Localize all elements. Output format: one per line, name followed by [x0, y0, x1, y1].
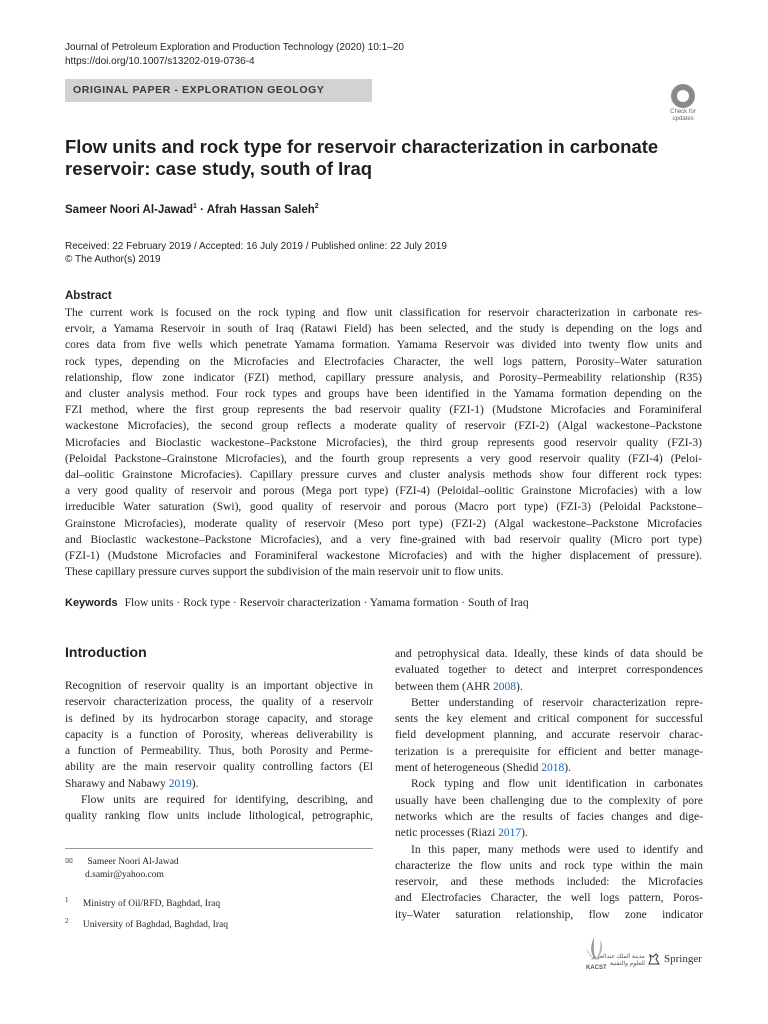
abstract-line: irreducible Water saturation (Swi), good quality of reservoir and porous (Macro port type) (FZI-3) (Peloidal Packstone– — [65, 501, 702, 514]
left-column — [65, 678, 373, 825]
abstract-line: The current work is focused on the rock typing and flow unit classification for reservoir characterization in carbonate res- — [65, 307, 702, 319]
affiliation-2 — [65, 915, 228, 932]
abstract-line: ervoir, a Yamama Reservoir in south of Iraq (Ratawi Field) has been selected, and the study is depending on the logs and — [65, 323, 702, 336]
text-line: evaluated together to detect and interpret correspondences — [395, 664, 703, 677]
text-line: networks which are the results of facies changes and dige- — [395, 810, 703, 823]
kacst-arabic: مدينة الملك عبدالعزيز للعلوم والتقنية — [591, 954, 645, 967]
text-line: Recognition of reservoir quality is an important objective in — [65, 680, 373, 692]
abstract-line: wackestone Microfacies), the second group reflects a moderate quality of reservoir (FZI-2) (Algal wackestone–Packstone — [65, 420, 702, 433]
citation-link[interactable]: 2018 — [541, 762, 565, 775]
title-line: reservoir: case study, south of Iraq — [65, 158, 373, 179]
abstract-body — [65, 305, 702, 580]
text-line: quality ranking flow units include lithological, petrographic, — [65, 810, 373, 823]
journal-citation: Journal of Petroleum Exploration and Production Technology (2020) 10:1–20 — [65, 42, 404, 53]
copyright: © The Author(s) 2019 — [65, 254, 161, 265]
corresponding-email[interactable]: d.samir@yahoo.com — [85, 870, 164, 880]
right-column — [395, 646, 703, 923]
text-line: and petrophysical data. Ideally, these kinds of data should be — [395, 648, 703, 660]
keywords-text: Flow units · Rock type · Reservoir characterization · Yamama formation · South of Iraq — [124, 597, 529, 609]
category-label: ORIGINAL PAPER - EXPLORATION GEOLOGY — [73, 84, 325, 96]
abstract-line: a very good quality of reservoir and porous (Mega port type) (FZI-4) (Peloidal–oolitic Grainstone Microfacies) with a low — [65, 485, 702, 498]
text-line: ment of heterogeneous (Shedid 2018). — [395, 762, 571, 775]
citation-link[interactable]: 2008 — [493, 680, 517, 693]
text-line: Better understanding of reservoir characterization repre- — [411, 696, 703, 709]
corresponding-name: Sameer Noori Al-Jawad — [87, 857, 179, 867]
paragraph — [395, 695, 703, 776]
paragraph — [65, 678, 373, 792]
text-line: usually have been challenging due to the complexity of pore — [395, 794, 703, 807]
citation-link[interactable]: 2017 — [498, 827, 522, 840]
abstract-line: (Peloidal Packstone–Grainstone Microfacies), and the fourth group represents a very good reservoir quality (FZI-4) (Peloi- — [65, 452, 702, 465]
abstract-line: rock types, depending on the Microfacies and Electrofacies Character, the well logs pattern, Porosity–Water saturation — [65, 355, 702, 368]
text-line: characterize the flow units and rock type within the main — [395, 859, 703, 872]
affiliation-number: 2 — [65, 917, 69, 925]
affiliation-marker: 2 — [314, 203, 319, 210]
history-dates: Received: 22 February 2019 / Accepted: 16 July 2019 / Published online: 22 July 2019 — [65, 241, 447, 252]
paragraph — [65, 792, 373, 825]
text-line: field development planning, and accurate reservoir charac- — [395, 729, 703, 742]
text-line: netic processes (Riazi 2017). — [395, 827, 528, 840]
kacst-label: KACST — [586, 965, 607, 971]
affiliation-text: Ministry of Oil/RFD, Baghdad, Iraq — [82, 899, 221, 910]
abstract-line: (FZI-1) (Mudstone Microfacies and Foraminiferal wackestone Microfacies) and with the higher displacement of pressure). — [65, 550, 702, 563]
text-line: is defined by its hydrocarbon storage capacity, and storage — [65, 712, 373, 725]
abstract-line: dal–oolitic Grainstone Microfacies). Capillary pressure curves and cluster analysis methods show four different rock types: — [65, 469, 702, 482]
citation-link[interactable]: 2019 — [168, 777, 192, 790]
journal-header — [65, 41, 404, 69]
springer-horse-icon — [646, 951, 662, 967]
abstract-line: FZI method, where the first group represents the bad reservoir quality (FZI-1) (Mudstone Microfacies and Foraminiferal — [65, 404, 702, 417]
check-for-updates-badge[interactable] — [664, 84, 702, 124]
abstract-line: relationship, flow zone indicator (FZI) method, capillary pressure analysis, and Porosity–Permeability relationship (R35) — [65, 371, 702, 384]
abstract-heading: Abstract — [65, 290, 112, 302]
springer-label: Springer — [664, 953, 702, 965]
article-title — [65, 136, 665, 180]
keywords — [65, 597, 529, 609]
text-line: sents the key element and critical component for successful — [395, 713, 703, 726]
text-line: ity–Water saturation relationship, flow zone indicator — [395, 908, 703, 921]
abstract-line: Microfacies and Bioclastic wackestone–Packstone Microfacies), the third group represents good reservoir quality (FZI-3) — [65, 436, 702, 449]
author-list — [65, 203, 319, 216]
text-line: In this paper, many methods were used to identify and — [411, 843, 703, 856]
abstract-line: cores data from five wells which penetrate Yamama formation. Yamama Reservoir was divided into twenty flow units and — [65, 339, 702, 352]
text-line: between them (AHR 2008). — [395, 680, 523, 693]
abstract-line: and cluster analysis method. Four rock types and groups have been identified in the Yamama formation depending on the — [65, 388, 702, 401]
envelope-icon: ✉ — [65, 857, 73, 867]
text-line: Rock typing and flow unit identification in carbonates — [411, 778, 703, 791]
text-line: terization is a prerequisite for efficient and better manage- — [395, 745, 703, 758]
affiliation-marker: 1 — [193, 203, 197, 210]
affiliation-number: 1 — [65, 896, 69, 904]
paragraph — [395, 646, 703, 695]
paragraph — [395, 842, 703, 923]
text-line: ability are the main reservoir quality controlling factors (El — [65, 761, 373, 774]
text-line: and Electrofacies Character, the well logs pattern, Poros- — [395, 892, 703, 905]
text-line: capacity is a function of Porosity, whereas deliverability is — [65, 728, 373, 741]
text-line: Sharawy and Nabawy 2019). — [65, 777, 199, 790]
text-line: Flow units are required for identifying, describing, and — [81, 794, 373, 807]
corresponding-author — [65, 856, 179, 882]
keywords-label: Keywords — [65, 597, 118, 609]
abstract-line: and Bioclastic wackestone–Packstone Microfacies), and a very fine-grained with bad reservoir quality (Micro port type) — [65, 533, 702, 546]
paragraph — [395, 776, 703, 841]
text-line: reservoir characterization process, the quality of a reservoir — [65, 696, 373, 709]
check-updates-text: Check for updates — [670, 109, 696, 122]
introduction-heading: Introduction — [65, 644, 147, 660]
affiliation-1 — [65, 894, 220, 911]
author-separator: · — [196, 203, 207, 216]
publication-dates — [65, 240, 447, 266]
affiliation-text: University of Baghdad, Baghdad, Iraq — [82, 920, 228, 931]
publisher-logos — [582, 934, 707, 974]
check-updates-icon — [671, 84, 695, 108]
category-banner — [65, 79, 372, 102]
abstract-line: These capillary pressure curves support the subdivision of the main reservoir unit to flow units. — [65, 566, 504, 579]
abstract-line: Grainstone Microfacies), moderate quality of reservoir (Meso port type) (FZI-2) (Algal wackestone–Packstone Microfacies — [65, 517, 702, 530]
author-name[interactable]: Sameer Noori Al-Jawad — [65, 203, 194, 216]
title-line: Flow units and rock type for reservoir characterization in carbonate — [65, 136, 659, 157]
footnote-rule — [65, 848, 373, 849]
text-line: a function of Permeability. Thus, both Porosity and Perme- — [65, 745, 373, 758]
doi-link[interactable]: https://doi.org/10.1007/s13202-019-0736-4 — [65, 56, 255, 67]
text-line: reservoir, and these methods included: the Microfacies — [395, 876, 703, 889]
author-name[interactable]: Afrah Hassan Saleh — [206, 203, 315, 216]
